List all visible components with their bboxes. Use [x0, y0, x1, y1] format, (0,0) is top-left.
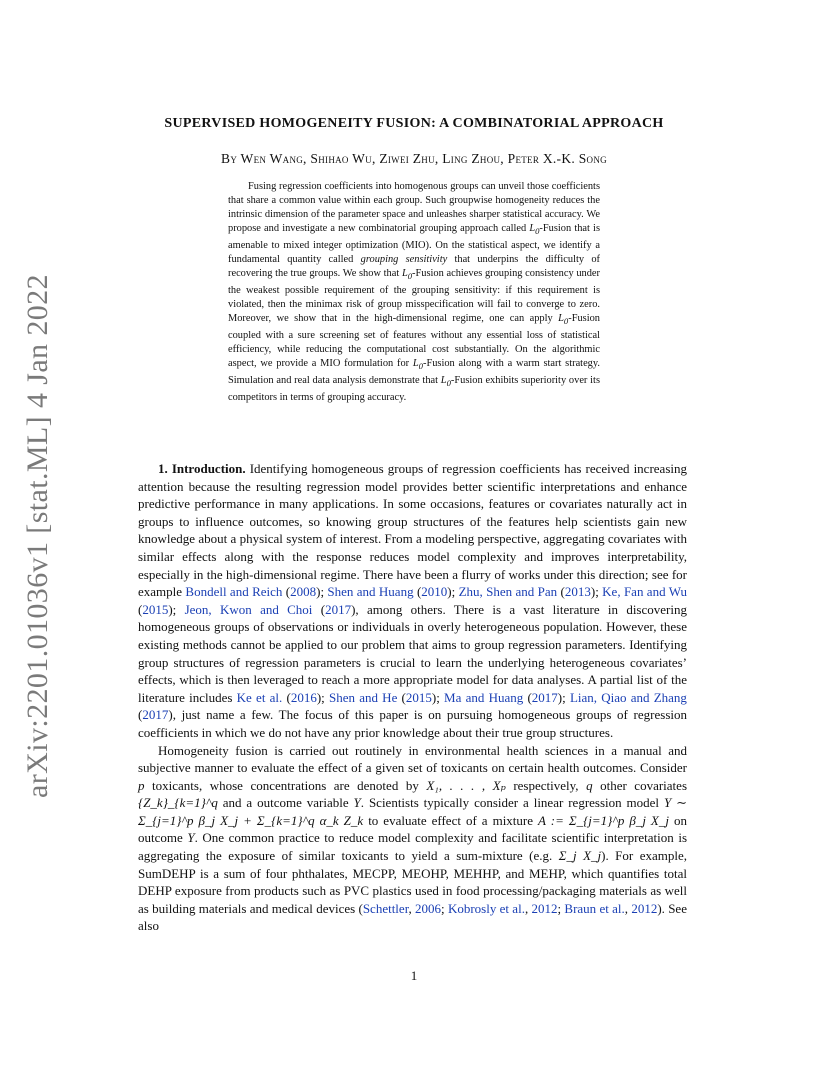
abstract: Fusing regression coefficients into homogenous groups can unveil those coefficients that share a common value within each group. Such groupwise homogeneity reduces the intrinsic dimension of the parameter space and unleashes sharper statistical accuracy. We propose and investigate a new combinatorial grouping approach called $L_0$-Fusion that is amenable to mixed integer optimization (MIO). On the statistical aspect, we identify a fundamental quantity called grouping sensitivity that underpins the difficulty of recovering the true groups. We show that $L_0$-Fusion achieves grouping consistency under the weakest possible requirement of the grouping sensitivity: if this requirement is violated, then the minimax risk of group misspecification will fail to converge to zero. Moreover, we show that in the high-dimensional regime, one can apply $L_0$-Fusion coupled with a sure screening set of features without any essential loss of statistical efficiency, while reducing the computational cost substantially. On the algorithmic aspect, we provide a MIO formulation for $L_0$-Fusion along with a warm start strategy. Simulation and real data analysis demonstrate that $L_0$-Fusion exhibits superiority over its competitors in terms of grouping accuracy. — [228, 181, 600, 403]
citation-year-link[interactable]: 2008 — [290, 584, 317, 600]
body-text — [138, 460, 687, 935]
citation-year-link[interactable]: 2017 — [142, 707, 169, 723]
citation-link[interactable]: Lian, Qiao and Zhang — [569, 689, 687, 705]
citation-year-link[interactable]: 2015 — [405, 689, 432, 705]
arxiv-identifier: arXiv:2201.01036v1 [stat.ML] 4 Jan 2022 — [21, 274, 54, 798]
l0-symbol: $L_0$ — [440, 374, 451, 388]
citation-year-link[interactable]: 2006 — [415, 900, 442, 916]
citation-link[interactable]: Ke, Fan and Wu — [602, 584, 687, 600]
math-inline: Σ_j X_j — [558, 848, 602, 864]
citation-year-link[interactable]: 2013 — [564, 584, 591, 600]
citation-link[interactable]: Jeon, Kwon and Choi — [184, 601, 313, 617]
citation-year-link[interactable]: 2017 — [531, 689, 558, 705]
l0-symbol: $L_0$ — [529, 222, 540, 236]
citation-link[interactable]: Shen and Huang — [327, 584, 414, 600]
math-inline: X₁, . . . , Xₚ — [426, 777, 506, 793]
author-list: By Wen Wang, Shihao Wu, Ziwei Zhu, Ling Zhou, Peter X.-K. Song — [221, 151, 607, 166]
citation-year-link[interactable]: 2012 — [531, 900, 558, 916]
citation-year-link[interactable]: 2015 — [142, 601, 169, 617]
l0-symbol: $L_0$ — [558, 312, 569, 326]
citation-link[interactable]: Bondell and Reich — [185, 584, 283, 600]
section-heading: 1. Introduction. — [158, 461, 246, 476]
citation-year-link[interactable]: 2010 — [421, 584, 448, 600]
page-number: 1 — [410, 968, 418, 983]
math-inline: A := Σ_{j=1}^p β_j X_j — [538, 812, 669, 828]
l0-symbol: $L_0$ — [412, 357, 423, 371]
second-paragraph: Homogeneity fusion is carried out routinely in environmental health sciences in a manual and subjective manner to evaluate the effect of a given set of toxicants on certain health outcomes. Consider p toxicants, whose concentrations are denoted by X₁, . . . , Xₚ respectively, q other covariates {Z_k}_{k=1}^q and a outcome variable Y. Scientists typically consider a linear regression model Y ∼ Σ_{j=1}^p β_j X_j + Σ_{k=1}^q α_k Z_k to evaluate effect of a mixture A := Σ_{j=1}^p β_j X_j on outcome Y. One common practice to reduce model complexity and facilitate scientific interpretation is aggregating the exposure of similar toxicants to yield a sum-mixture (e.g. Σ_j X_j). For example, SumDEHP is a sum of four phthalates, MECPP, MEOHP, MEHHP, and MEHP, which quantifies total DEHP exposure from products such as PVC plastics used in food processing/packaging materials as well as building materials and medical devices (Schettler, 2006; Kobrosly et al., 2012; Braun et al., 2012). See also — [138, 742, 688, 934]
citation-link[interactable]: Ke et al. — [236, 689, 283, 705]
citation-link[interactable]: Shen and He — [328, 689, 398, 705]
intro-paragraph: 1. Introduction. Identifying homogeneous groups of regression coefficients has received increasing attention because the resulting regression model provides better scientific interpretations and enhance predictive performance in many applications. In some occasions, features or covariates naturally act in groups to influence outcomes, so knowing group structures of the features help scientists gain new knowledge about a physical system of interest. From a modeling perspective, aggregating covariates with similar effects along with the response reduces model complexity and improves interpretability, especially in the high-dimensional regime. There have been a flurry of works under this direction; see for example Bondell and Reich (2008); Shen and Huang (2010); Zhu, Shen and Pan (2013); Ke, Fan and Wu (2015); Jeon, Kwon and Choi (2017), among others. There is a vast literature in discovering homogeneous groups of observations or individuals in overly heterogeneous population. However, these existing methods cannot be applied to our problem that aims to group regression parameters. Identifying group structures of regression parameters is crucial to learn the underlying heterogeneous covariates’ effects, which is then leveraged to reach a more appropriate model for data analyses. A partial list of the literature includes Ke et al. (2016); Shen and He (2015); Ma and Huang (2017); Lian, Qiao and Zhang (2017), just name a few. The focus of this paper is on pursuing homogeneous groups of regression coefficients in which we do not have any prior knowledge about their true group structures. — [138, 461, 687, 740]
citation-link[interactable]: Braun et al. — [564, 900, 625, 916]
citation-link[interactable]: Ma and Huang — [444, 689, 524, 705]
l0-symbol: $L_0$ — [401, 267, 413, 281]
citation-year-link[interactable]: 2016 — [290, 689, 317, 705]
math-inline: {Z_k}_{k=1}^q — [138, 795, 218, 811]
citation-year-link[interactable]: 2012 — [631, 900, 658, 916]
citation-link[interactable]: Schettler — [362, 900, 409, 916]
math-inline: Y ∼ Σ_{j=1}^p β_j X_j + Σ_{k=1}^q α_k Z_k — [138, 795, 688, 828]
paper-title: SUPERVISED HOMOGENEITY FUSION: A COMBINATORIAL APPROACH — [164, 116, 664, 131]
citation-year-link[interactable]: 2017 — [325, 601, 352, 617]
citation-link[interactable]: Kobrosly et al. — [447, 900, 525, 916]
citation-link[interactable]: Zhu, Shen and Pan — [458, 584, 558, 600]
grouping-sensitivity-term: grouping sensitivity — [360, 253, 448, 265]
